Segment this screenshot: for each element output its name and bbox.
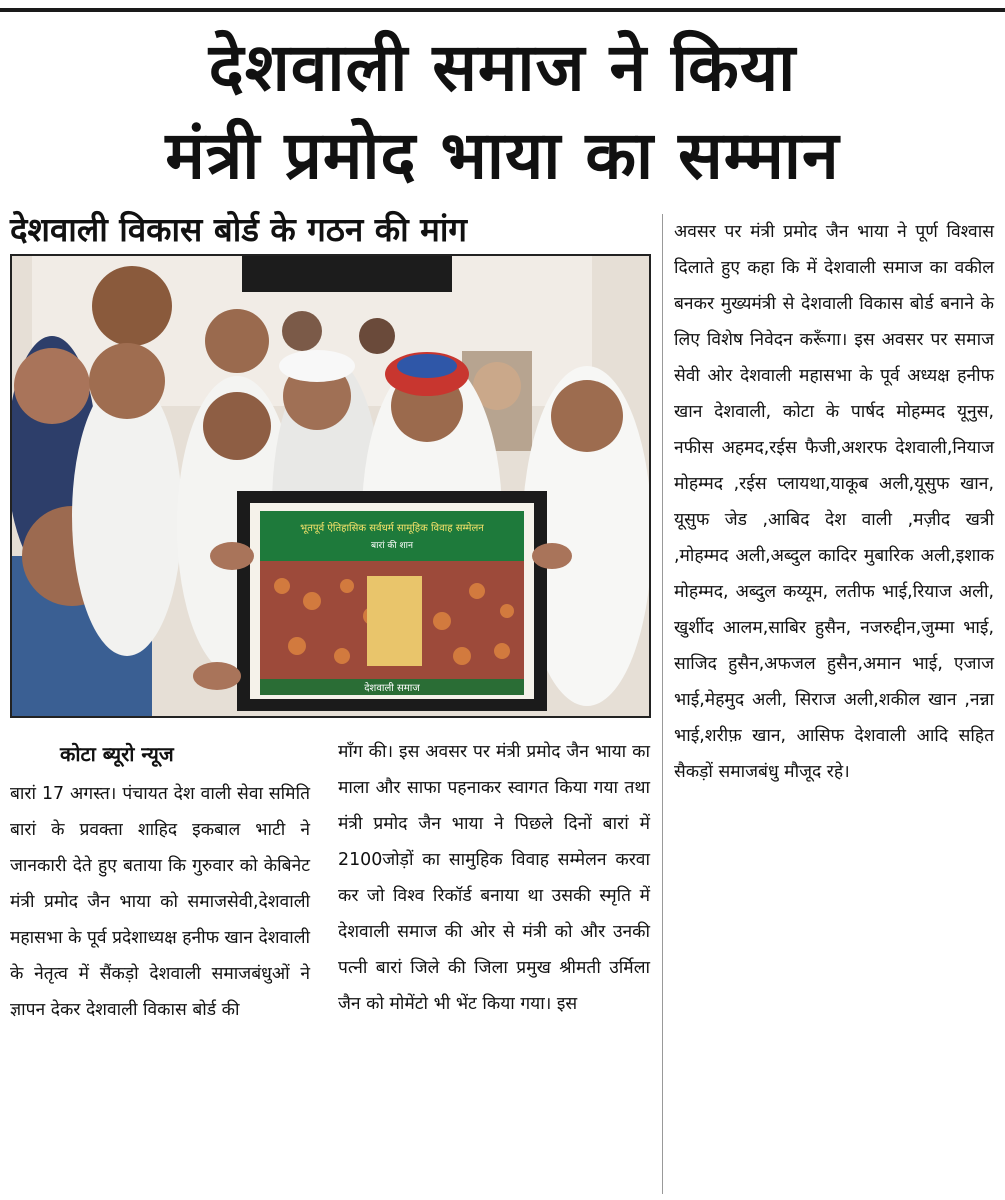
headline-line-2: मंत्री प्रमोद भाया का सम्मान bbox=[165, 117, 840, 194]
subheadline: देशवाली विकास बोर्ड के गठन की मांग bbox=[10, 210, 468, 249]
photo-illustration bbox=[12, 256, 649, 716]
frame-subtitle: बारां की शान bbox=[371, 541, 413, 551]
news-photo bbox=[10, 254, 651, 718]
article-text-right: अवसर पर मंत्री प्रमोद जैन भाया ने पूर्ण विश्वास दिलाते हुए कहा कि में देशवाली समाज का वकील बनकर मुख्यमंत्री से देशवाली विकास बोर्ड बनाने के लिए विशेष निवेदन करूँगा। इस अवसर पर समाज सेवी ओर देशवाली महासभा के पूर्व अध्यक्ष हनीफ खान देशवाली, कोटा के पार्षद मोहम्मद यूनुस, नफीस अहमद,रईस फैजी,अशरफ देशवाली,नियाज मोहम्मद ,रईस प्लायथा,याकूब अली,यूसुफ खान, यूसुफ जेड ,आबिद देश वाली ,मज़ीद खत्री ,मोहम्मद अली,अब्दुल कादिर मुबारिक अली,इशाक मोहम्मद, अब्दुल कय्यूम, लतीफ भाई,रियाज अली, खुर्शीद आलम,साबिर हुसैन, नजरुद्दीन,जुम्मा भाई, साजिद हुसैन,अफजल हुसैन,अमान भाई, एजाज भाई,मेहमुद अली, सिराज अली,शकील खान ,नन्ना भाई,शरीफ़ खान, आसिफ देशवाली आदि सहित सैकड़ों समाजबंधु मौजूद रहे। bbox=[674, 222, 994, 782]
article-text-middle: माँग की। इस अवसर पर मंत्री प्रमोद जैन भाया का माला और साफा पहनाकर स्वागत किया गया तथा मंत्री प्रमोद जैन भाया ने पिछले दिनों बारां में 2100जोड़ों का सामुहिक विवाह सम्मेलन करवा कर जो विश्व रिकॉर्ड बनाया था उसकी स्मृति में देशवाली समाज की ओर से मंत्री को और उनकी पत्नी बारां जिले की जिला प्रमुख श्रीमती उर्मिला जैन को मोमेंटो भी भेंट किया गया। इस bbox=[338, 742, 650, 1014]
byline: कोटा ब्यूरो न्यूज bbox=[60, 742, 174, 766]
headline bbox=[0, 24, 1005, 200]
top-border-rule bbox=[0, 0, 1005, 12]
article-column-middle bbox=[338, 734, 650, 1022]
headline-line-1: देशवाली समाज ने किया bbox=[208, 29, 797, 106]
frame-caption: देशवाली समाज bbox=[364, 683, 420, 694]
frame-title: भूतपूर्व ऐतिहासिक सर्वधर्म सामूहिक विवाह सम्मेलन bbox=[300, 523, 484, 534]
column-divider bbox=[662, 214, 663, 1194]
article-column-left bbox=[10, 776, 310, 1028]
article-text-left: बारां 17 अगस्त। पंचायत देश वाली सेवा समिति बारां के प्रवक्ता शाहिद इकबाल भाटी ने जानकारी देते हुए बताया कि गुरुवार को केबिनेट मंत्री प्रमोद जैन भाया को समाजसेवी,देशवाली महासभा के पूर्व प्रदेशाध्यक्ष हनीफ खान देशवाली के नेतृत्व में सैंकड़ो देशवाली समाजबंधुओं ने ज्ञापन देकर देशवाली विकास बोर्ड की bbox=[10, 784, 310, 1020]
article-column-right bbox=[674, 214, 994, 790]
